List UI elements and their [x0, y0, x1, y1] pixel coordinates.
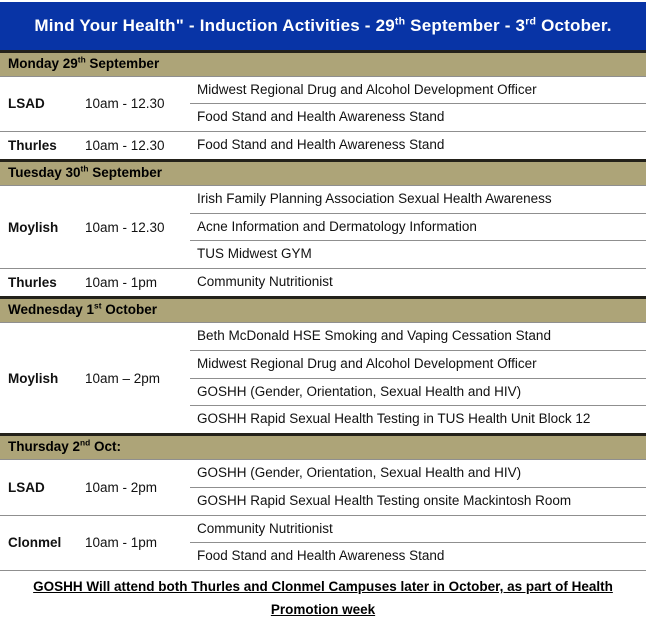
schedule-row — [0, 515, 646, 571]
location-cell: Clonmel — [8, 535, 62, 551]
text-part: September — [88, 165, 162, 181]
location-cell: Moylish — [8, 219, 59, 235]
ordinal-superscript: th — [77, 54, 86, 65]
activities-cell — [190, 77, 646, 132]
activity-item: GOSHH Rapid Sexual Health Testing onsite Mackintosh Room — [190, 487, 646, 515]
ordinal-superscript: th — [394, 15, 406, 28]
title-bar — [0, 2, 646, 50]
activity-item: Acne Information and Dermatology Information — [190, 213, 646, 241]
time-cell: 10am - 1pm — [85, 535, 158, 551]
time-cell: 10am - 12.30 — [85, 138, 165, 154]
activity-item: Food Stand and Health Awareness Stand — [190, 542, 646, 570]
text-part: Tuesday 30 — [8, 165, 81, 181]
text-part: September - 3 — [405, 16, 526, 35]
activity-item: GOSHH Rapid Sexual Health Testing in TUS Health Unit Block 12 — [190, 405, 646, 433]
text-part: October — [101, 302, 157, 318]
activity-item: Irish Family Planning Association Sexual Health Awareness — [197, 190, 552, 206]
text-part: Thursday 2 — [8, 439, 81, 455]
text-part: Mind Your Health" - Induction Activities - 29 — [34, 16, 395, 35]
activity-item: Beth McDonald HSE Smoking and Vaping Cessation Stand — [197, 327, 551, 343]
page-title — [34, 16, 611, 36]
schedule-row — [0, 268, 646, 296]
text-part: October. — [536, 16, 612, 35]
activities-cell — [190, 186, 646, 269]
time-cell: 10am - 12.30 — [85, 96, 165, 112]
schedule-table — [0, 50, 646, 571]
activity-item: Midwest Regional Drug and Alcohol Development Officer — [197, 81, 537, 97]
day-header — [0, 296, 646, 322]
schedule-page — [0, 2, 646, 621]
activity-item: TUS Midwest GYM — [190, 240, 646, 268]
ordinal-superscript: nd — [80, 437, 91, 448]
activities-cell — [190, 323, 646, 434]
text-part: Oct: — [90, 439, 122, 455]
day-header — [0, 159, 646, 185]
location-cell: Thurles — [8, 138, 57, 154]
day-header — [0, 433, 646, 459]
ordinal-superscript: st — [94, 300, 102, 311]
schedule-row — [0, 322, 646, 434]
text-part: September — [85, 56, 160, 71]
time-cell: 10am – 2pm — [85, 370, 161, 386]
activities-cell — [190, 132, 646, 159]
activity-item: GOSHH (Gender, Orientation, Sexual Health and HIV) — [197, 464, 522, 480]
activities-cell — [190, 460, 646, 515]
location-cell: LSAD — [8, 479, 45, 495]
text-part: Wednesday 1 — [8, 302, 95, 318]
schedule-row — [0, 185, 646, 269]
location-cell: Thurles — [8, 275, 57, 291]
location-cell: LSAD — [8, 96, 45, 112]
day-header — [0, 50, 646, 76]
time-cell: 10am - 1pm — [85, 275, 158, 291]
time-cell: 10am - 12.30 — [85, 219, 165, 235]
schedule-row — [0, 76, 646, 132]
activity-item: Food Stand and Health Awareness Stand — [197, 137, 445, 153]
ordinal-superscript: rd — [525, 15, 537, 28]
location-cell: Moylish — [8, 370, 59, 386]
activities-cell — [190, 516, 646, 571]
time-cell: 10am - 2pm — [85, 479, 158, 495]
activity-item: Community Nutritionist — [197, 274, 333, 290]
activity-item: Community Nutritionist — [197, 520, 333, 536]
activities-cell — [190, 269, 646, 296]
footer-note: GOSHH Will attend both Thurles and Clonmel Campuses later in October, as part of Health Promotion week — [33, 579, 613, 617]
activity-item: GOSHH (Gender, Orientation, Sexual Health and HIV) — [190, 378, 646, 406]
activity-item: Food Stand and Health Awareness Stand — [190, 103, 646, 131]
schedule-row — [0, 459, 646, 515]
text-part: Monday 29 — [8, 56, 78, 71]
schedule-row — [0, 131, 646, 159]
ordinal-superscript: th — [80, 163, 89, 174]
activity-item: Midwest Regional Drug and Alcohol Development Officer — [190, 350, 646, 378]
